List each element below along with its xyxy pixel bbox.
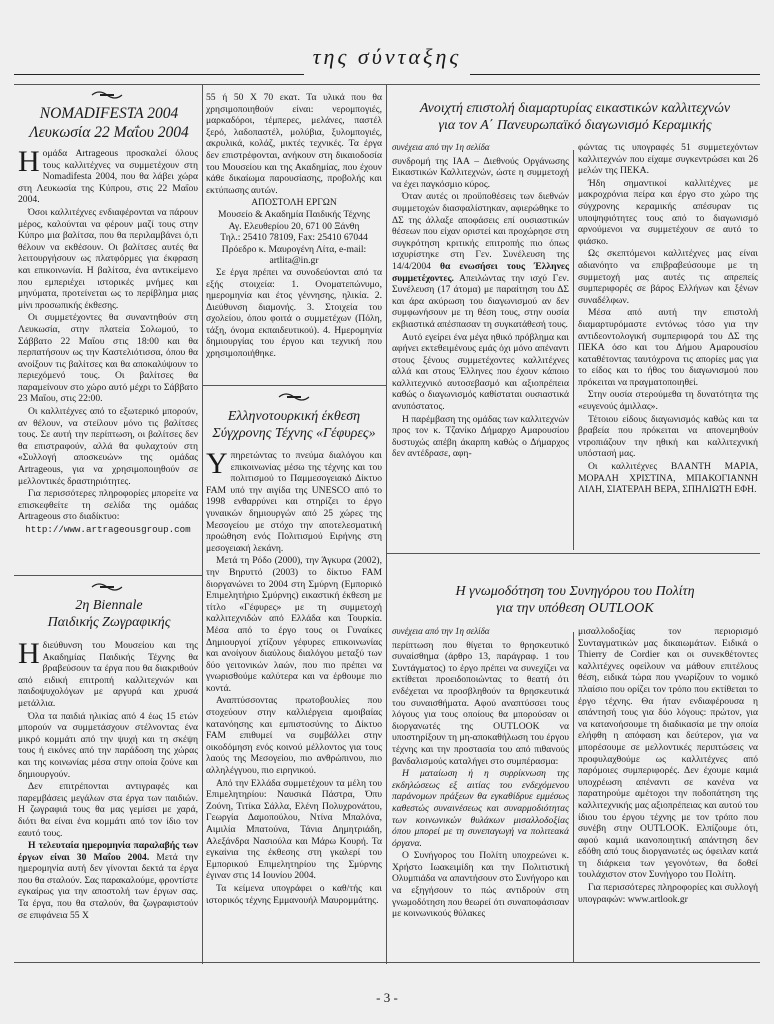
art4-heading	[392, 100, 758, 134]
art2-address-line2: Αγ. Ελευθερίου 20, 671 00 Ξάνθη	[228, 220, 360, 232]
art2-heading	[20, 597, 198, 631]
ornament-flourish-icon	[277, 390, 311, 404]
art3-p4: Από την Ελλάδα συμμετέχουν τα μέλη του Επιμελητηρίου: Ναυσικά Πάστρα, Όπυ Ζούνη, Τιτίκα Σάλλα, Ελένη Πολυχρονάτου, Γεωργία Δαμοπούλου, Ντίνα Μπαλόνα, Αιμιλία Μπατούνα, Τάνια Δημητριάδη, Αλεξάνδρα Νασιούλα και Μάρω Κουρή. Τα εγκαίνια της έκθεσης στη γκαλερί του Εμπορικού Επιμελητηρίου της Σμύρνης έγιναν στις 14 Ιουνίου 2004.	[206, 777, 382, 882]
art1-dropcap: Η	[18, 148, 40, 178]
art3-p2: Μετά τη Ρόδο (2000), την Άγκυρα (2002), την Βηρυττό (2003) το δίκτυο FAM διοργανώνει το 2004 στη Σμύρνη (Εμπορικό Επιμελητήριο Σμύρνης) εικαστική έκθεση με τίτλο «Γέφυρες» με τη συμμετοχή καλλιτεχνιδών από Ελλάδα και Τουρκία. Μέσα από το έργο τους οι Γυναίκες Δημιουργοί χτίζουν γέφυρες επικοινωνίας και ανοίγουν διαύλους διαλόγου μεταξύ των δύο γειτονικών λαών, που πιο πρέπει να γνωρισθούμε καλύτερα και να έρθουμε πιο κοντά.	[206, 555, 382, 694]
top-rule-right	[386, 84, 760, 85]
art1-body	[18, 148, 198, 568]
art1-url[interactable]: http://www.artrageousgroup.com	[25, 524, 191, 535]
art2-address-line1: Μουσείο & Ακαδημία Παιδικής Τέχνης	[218, 208, 370, 220]
art2-address-line4: Πρόεδρο κ. Μαυρογένη Λίτα, e-mail: artlita@in.gr	[221, 243, 367, 267]
page-number: - 3 -	[376, 990, 398, 1005]
art4-c2p7: Οι καλλιτέχνες ΒΛΑΝΤΗ ΜΑΡΙΑ, ΜΟΡΑΛΗ ΧΡΙΣΤΙΝΑ, ΜΠΑΚΟΓΙΑΝΝΗ ΛΙΛΗ, ΣΙΑΤΕΡΛΗ ΒΕΡΑ, ΣΠΗΛΙΩΤΗ ΕΦΗ.	[578, 461, 758, 496]
art2-body-col2	[206, 92, 382, 382]
art4-c2p2: Ήδη σημαντικοί καλλιτέχνες με μακροχρόνια πείρα και έργο στο χώρο της σύγχρονης κεραμικής απέσυραν τις υποψηφιότητες τους από το διαγωνισμό αρνούμενοι να συμμετέχουν σε αυτό το φιάσκο.	[578, 177, 758, 247]
ornament-flourish-icon	[90, 580, 124, 594]
art2-p4: Η τελευταία ημερομηνία παραλαβής των έργων είναι 30 Μαΐου 2004. Μετά την ημερομηνία αυτή δεν γίνονται δεκτά τα έργα που θα σταλούν. Σας παρακαλούμε, φροντίστε εγκαίρως για την αποστολή των έργων σας. Τα έργα, που θα σταλούν, θα ζωγραφιστούν σε επιφάνεια 55 Χ	[18, 840, 198, 921]
art2-dropcap: Η	[18, 640, 40, 670]
art4-c1p1: συνδρομή της ΙΑΑ – Διεθνούς Οργάνωσης Εικαστικών Καλλιτεχνών, ώστε η συμμετοχή να έχει παγκόσμιο κύρος.	[392, 155, 569, 190]
art4-heading-line1: Ανοιχτή επιστολή διαμαρτυρίας εικαστικών καλλιτεχνών	[419, 101, 731, 116]
art1-p3: Οι συμμετέχοντες θα συναντηθούν στη Λευκωσία, στην πλατεία Σολωμού, το Σάββατο 22 Μαΐου στις 18:00 και θα περπατήσουν ως την Καστελιότισσα, όπου θα ανοίξουν τις βαλίτσες και θα αποκαλύψουν το περιεχόμενό τους. Οι βαλίτσες θα παραμείνουν στο χώρο αυτό μέχρι το Σάββατο 23 Μαΐου, στις 22:00.	[18, 312, 198, 405]
art3-body	[206, 450, 382, 958]
art3-heading	[206, 408, 382, 442]
ornament-flourish-icon	[90, 88, 124, 102]
column-rule-3	[573, 150, 574, 550]
art4-c2p3: Ως σκεπτόμενοι καλλιτέχνες μας είναι αδιανόητο να επιβραβεύσουμε με τη συμμετοχή μας αυτές τις απρεπείς συμπεριφορές σε βάρος Ελλήνων και ξένων συναδέλφων.	[578, 248, 758, 306]
art2-address-title: ΑΠΟΣΤΟΛΗ ΕΡΓΩΝ	[251, 197, 337, 209]
art5-continuation-label: συνέχεια από την 1η σελίδα	[392, 626, 490, 636]
art2-p6: Σε έργα πρέπει να συνοδεύονται από τα εξής στοιχεία: 1. Ονοματεπώνυμο, ημερομηνία και έτος γέννησης, ηλικία. 2. Διεύθυνση διαμονής. 3. Στοιχεία του σχολείου, όπου φοιτά ο συμμετέχων (Πόλη, τάξη, όνομα εκπαιδευτικού). 4. Ημερομηνία δημιουργίας του έργου και τεχνική που χρησιμοποιήθηκε.	[206, 266, 382, 360]
art4-continuation-label: συνέχεια από την 1η σελίδα	[392, 142, 490, 152]
art2-p3: Δεν επιτρέπονται αντιγραφές και παρεμβάσεις μεγάλων στα έργα των παιδιών. Η ζωγραφιά τους θα μας γεμίσει με χαρά, διότι θα είναι ένα κομμάτι από τον ίδιο τον εαυτό τους.	[18, 781, 198, 839]
art4-body-col1	[392, 142, 569, 547]
column-rule-4	[573, 632, 574, 962]
art3-dropcap: Υ	[206, 450, 228, 480]
masthead-rule-right	[470, 74, 760, 75]
art4-c2p6: Τέτοιου είδους διαγωνισμός καθώς και τα βραβεία που πρόκειται να απονεμηθούν ντροπιάζουν την ηθική και καλλιτεχνική υπόστασή μας.	[578, 413, 758, 460]
art5-c2p1: μισαλλοδοξίας τον περιορισμό Συνταγματικών μας δικαιωμάτων. Ειδικά ο Thierry de Cordier και οι συνεκθέτοντες καλλιτέχνες οφείλουν να μάθουν επιτέλους θέση, ειδικά τώρα που γνωρίζουν το νομικό πλαίσιο που ορίζει τον τρόπο που εκτίθεται το έργο τέχνης. Θα ήταν ενδιαφέρουσα η απάντησή τους για δύο λόγους: πρώτον, για να κατανοήσουμε τη διαδικασία με την οποία ελήφθη η απόφαση και δεύτερον, για να μπορέσουμε σε μελλοντικές περιπτώσεις να προφυλαχθούμε ως καλλιτέχνες από παρόμοιες συμπεριφορές. Δεν έχουμε καμιά υποχρέωση απέναντι σε κανένα να παρατηρούμε αμέτοχοι την ποδοπάτηση της καλλιτεχνικής μας αξιοπρέπειας και αυτού του ίδιου του έργου τέχνης με τον τρόπο που συνέβη στην OUTLOOK. Ελπίζουμε ότι, αφού καμιά ικανοποιητική απάντηση δεν εδόθη από τους διοργανωτές ως όφειλαν κατά τη διάρκεια των γεγονότων, θα δοθεί τουλάχιστον στον Συνήγορο του Πολίτη.	[578, 626, 758, 881]
art5-c1p2: Η ματαίωση ή η συρρίκνωση της εκδηλώσεως εξ αιτίας του ενδεχόμενου παράνομων πράξεων θα εγκαθίδρυε εμμέσως καθεστώς συναινέσεως και συναρμοδιότητας των κοινωνικών θυλάκων μισαλλοδοξίας όπου μπορεί με τη συνεπαγωγή να πολιτεακά όργανα.	[392, 768, 569, 849]
art1-heading	[20, 104, 198, 142]
art2-body-col1	[18, 640, 198, 958]
art4-body-col2	[578, 142, 758, 547]
art5-heading	[392, 583, 758, 617]
art2-p2: Όλα τα παιδιά ηλικίας από 4 έως 15 ετών μπορούν να συμμετάσχουν στέλνοντας ένα μικρό κομμάτι από την ψυχή και τη σκέψη τους ή εικόνες από την παράδοση της χώρας και της κοινωνίας μέσα στην οποία ζούνε και δημιουργούν.	[18, 710, 198, 780]
art2-heading-line1: 2η Biennale	[75, 598, 143, 613]
art3-p5: Τα κείμενα υπογράφει ο καθ/τής και ιστορικός τέχνης Εμμανουήλ Μαυρομμάτης.	[206, 882, 382, 906]
art5-heading-line1: Η γνωμοδότηση του Συνηγόρου του Πολίτη	[455, 584, 695, 599]
art2-address-line3: Τηλ.: 25410 78109, Fax: 25410 67044	[220, 232, 368, 244]
art4-c1p2: Όταν αυτές οι προϋποθέσεις των διεθνών συμμετοχών διασφαλίστηκαν, αφιερώθηκε το ΔΣ της άλλαξε αποφάσεις επί ουσιαστικών θέσεων που είχαν οριστεί και προχώρησε στη συγκρότηση κριτικής επιτροπής πιο όπως ισχυρίστηκε στη Γεν. Συνέλευση της 14/4/2004 θα ενωσήσει τους Έλληνες συμμετέχοντες. Απειλώντας την ισχύ Γεν. Συνέλευση (17 άτομα) με παραίτηση του ΔΣ και άρα ακύρωση του διαγωνισμού αν δεν συμφωνήσουν με τη θέση τους, στην ουσία εκβιαστικά απέσπασαν τη συγκατάθεσή τους.	[392, 191, 569, 330]
art1-heading-line2: Λευκωσία 22 Μαΐου 2004	[29, 124, 189, 141]
art4-c2p5: Στην ουσία στερούμεθα τη δυνατότητα της «ευγενούς άμιλλας».	[578, 389, 758, 413]
art1-p4: Οι καλλιτέχνες από το εξωτερικό μπορούν, αν θέλουν, να στείλουν μόνο τις βαλίτσες τους. Σε αυτή την περίπτωση, οι βαλίτσες δεν θα επιστραφούν, αλλά θα φυλαχτούν στη «Συλλογή αποσκευών» της ομάδας Artrageous, για να χρησιμοποιηθούν σε μελλοντικές δραστηριότητες.	[18, 406, 198, 487]
section-rule-art2	[14, 575, 202, 576]
column-rule-2	[386, 84, 387, 964]
art5-heading-line2: για την υπόθεση OUTLOOK	[496, 601, 654, 616]
art5-c1p3: Ο Συνήγορος του Πολίτη υποχρεώνει κ. Χρήστο Ιωακειμίδη και την Πολιτιστική Ολυμπιάδα να απαντήσουν στο Συνήγορο και να εξηγήσουν το πώς αντιδρούν στη γνωμοδότηση που θεωρεί ότι συναποφάσισαν με κοινωνικούς θύλακες	[392, 850, 569, 920]
art3-p1: Υπηρετώντας το πνεύμα διαλόγου και επικοινωνίας μέσω της τέχνης και του πολιτισμού το Παμμεσογειακό Δίκτυο FAM υπό την αιγίδα της UNESCO από το 1998 ενθαρρύνει και στηρίζει το έργο γυναικών δημιουργών από 25 χώρες της Μεσογείου με στόχο την αποτελεσματική προώθηση ενός Πολιτισμού Ειρήνης στη μεσογειακή λεκάνη.	[206, 450, 382, 554]
art2-heading-line2: Παιδικής Ζωγραφικής	[47, 615, 171, 630]
art1-heading-line1: NOMADIFESTA 2004	[39, 105, 179, 122]
art2-p1: Ηδιεύθυνση του Μουσείου και της Ακαδημίας Παιδικής Τέχνης θα βραβεύσουν τα έργα που θα διακριθούν από ειδική επιτροπή καλλιτεχνών και παιδοψυχολόγων με αργυρά και χρυσά μετάλλια.	[18, 640, 198, 709]
art1-p1: Ηομάδα Artrageous προσκαλεί όλους τους καλλιτέχνες να συμμετέχουν στη Nomadifesta 2004, που θα λάβει χώρα στη Λευκωσία της Κύπρου, στις 22 Μαΐου 2004.	[18, 148, 198, 206]
art3-heading-line1: Ελληνοτουρκική έκθεση	[227, 409, 361, 424]
art4-c1p4: Η παρέμβαση της ομάδας των καλλιτεχνών προς τον κ. Τζανίκο Δήμαρχο Αμαρουσίου δυστυχώς απέβη άκαρπη καθώς ο Δήμαρχος δεν αντέδρασε, αφη-	[392, 413, 569, 460]
art1-p2: Όσοι καλλιτέχνες ενδιαφέρονται να πάρουν μέρος, καλούνται να φέρουν μαζί τους στην Κύπρο μια βαλίτσα, που θα περιλαμβάνει ό,τι θέλουν να εκθέσουν. Οι βαλίτσες αυτές θα λειτουργήσουν ως πλατφόρμες για έκφραση και επικοινωνία. Η βαλίτσα, ένα αντικείμενο που εμπεριέχει ιστορικές μνήμες και μηνύματα, προτείνεται ως το περίβλημα μιας μίνι προσωπικής έκθεσης.	[18, 206, 198, 311]
art3-p3: Αναπτύσσοντας πρωτοβουλίες που στοχεύουν στην καλλιέργεια αμοιβαίας κατανόησης και εμπιστοσύνης το Δίκτυο FAM επιθυμεί να συμβάλλει στην οικοδόμηση ενός κοινού μέλλοντος για τους λαούς της Μεσογείου, πιο ανθρώπινου, πιο αλληλέγγυου, πιο ειρηνικού.	[206, 695, 382, 777]
art4-c2p1: φώντας τις υπογραφές 51 συμμετεχόντων καλλιτεχνών που είχαμε συγκεντρώσει και 26 μελών της ΠΕΚΑ.	[578, 142, 758, 177]
art4-c1p3: Αυτό εγείρει ένα μέγα ηθικό πρόβλημα και αφήνει εκτεθειμένους εμάς όχι μόνο απέναντι στους ξένους συμμετέχοντες καλλιτέχνες αλλά και στους Έλληνες που έχουν κάποιο καλλιτεχνικό αυτοσεβασμό και αξιοπρέπεια καθώς ο διαγωνισμός καθίσταται ουσιαστικά ανυπόστατος.	[392, 331, 569, 413]
art5-body-col1	[392, 626, 569, 958]
masthead-rule-left	[14, 74, 304, 75]
masthead	[0, 38, 774, 78]
masthead-title: της σύνταξης	[312, 44, 462, 69]
art5-c1p1: περίπτωση που θίγεται το θρησκευτικό συναίσθημα (άρθρο 13, παράγραφ. 1 του Συντάγματος) το έργο πρέπει να συνεχίζει να εκτίθεται προειδοποιώντας το θεατή ότι ενδέχεται να προσβληθούν τα θρησκευτικά του συναισθήματα. Αφού αναπτύσσει τους λόγους για τους οποίους θα μπορούσαν οι διοργανωτές της OUTLOOK να υποστηρίξουν τη μη-αποκαθήλωση του έργου τέχνης και την προστασία του από πιθανούς βανδαλισμούς καταλήγει στο συμπέρασμα:	[392, 639, 569, 767]
art4-heading-line2: για τον Α΄ Πανευρωπαϊκό διαγωνισμό Κεραμικής	[438, 118, 712, 133]
art4-c2p4: Μέσα από αυτή την επιστολή διαμαρτυρόμαστε εντόνως τόσο για την αντιδεοντολογική συμπεριφορά του ΔΣ της ΠΕΚΑ όσο και του Δήμου Αμαρουσίου καταθέτοντας ταυτόχρονα τις απορίες μας για το είδος και το ήθος του διαγωνισμού που πρόκειται να πραγματοποιηθεί.	[578, 307, 758, 388]
section-rule-art3	[202, 385, 386, 386]
art5-body-col2	[578, 626, 758, 958]
art3-heading-line2: Σύγχρονης Τέχνης «Γέφυρες»	[212, 426, 376, 441]
bottom-rule	[14, 962, 760, 963]
art5-c2p2: Για περισσότερες πληροφορίες και συλλογή υπογραφών: www.artlook.gr	[578, 882, 758, 905]
column-rule-1	[202, 84, 203, 964]
art2-p5: 55 ή 50 Χ 70 εκατ. Τα υλικά που θα χρησιμοποιηθούν είναι: νερομπογιές, μαρκαδόροι, τέμπερες, μελάνες, παστέλ ξερό, λαδοπαστέλ, μολύβια, ξυλομπογιές, ακρυλικά, κολάζ, μικτές τεχνικές. Τα έργα δεν επιστρέφονται, ανήκουν στη δικαιοδοσία του Μουσείου και της Ακαδημίας, που έχουν κάθε δικαίωμα παρουσίασης, προβολής και εκτύπωσης αυτών.	[206, 92, 382, 196]
art1-p5: Για περισσότερες πληροφορίες μπορείτε να επισκεφθείτε τη σελίδα της ομάδας Artrageous στο διαδίκτυο:	[18, 488, 198, 523]
section-rule-art5	[386, 553, 760, 554]
top-rule-left	[14, 84, 386, 85]
